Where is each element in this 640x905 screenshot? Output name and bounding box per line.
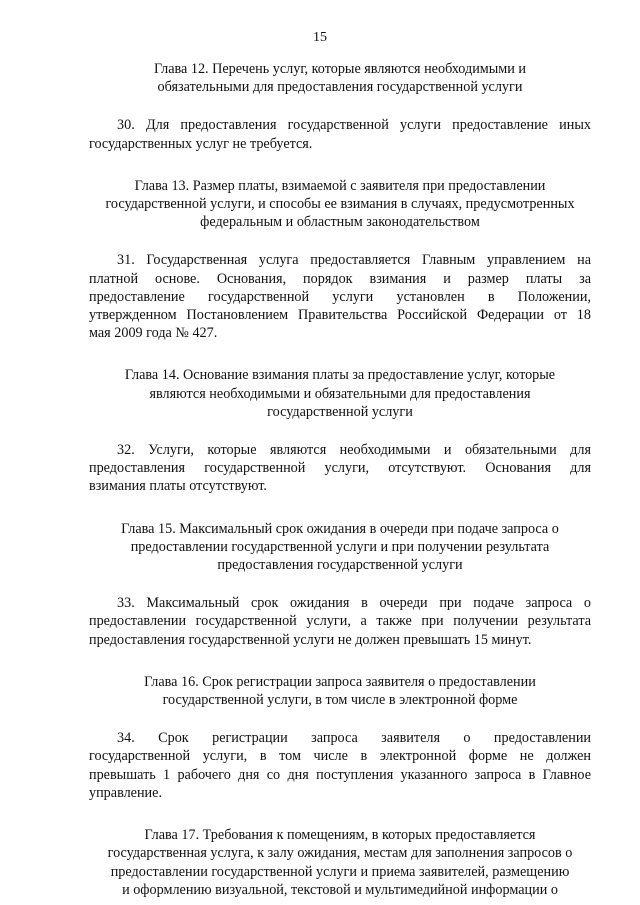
heading-line: Глава 17. Требования к помещениям, в которых предоставляется — [144, 827, 536, 844]
heading-line: предоставления государственной услуги — [217, 557, 463, 574]
heading-line: Глава 14. Основание взимания платы за предоставление услуг, которые — [124, 367, 556, 384]
heading-line: Глава 12. Перечень услуг, которые являются необходимыми и — [153, 61, 527, 77]
heading-line: и оформлению визуальной, текстовой и мультимедийной информации о — [122, 881, 558, 898]
paragraph-line: мая 2009 года № 427. — [89, 325, 218, 342]
heading-line: государственной услуги, и способы ее взимания в случаях, предусмотренных — [105, 196, 575, 213]
heading-line: предоставлении государственной услуги и приема заявителей, размещению — [110, 863, 570, 880]
paragraph-line: предоставление государственной услуги установлен в Положении, — [89, 288, 591, 305]
paragraph-line: превышать 1 рабочего дня со дня поступления указанного запроса в Главное — [89, 766, 591, 783]
heading-line: федеральным и областным законодательством — [200, 214, 480, 231]
paragraph-31 — [89, 251, 591, 342]
paragraph-line: платной основе. Основания, порядок взимания и размер платы за — [89, 270, 591, 287]
page-number: 15 — [313, 30, 327, 45]
heading-line: предоставлении государственной услуги и при получении результата — [130, 538, 550, 555]
heading-line: являются необходимыми и обязательными для предоставления — [149, 385, 531, 402]
paragraph-line: 34. Срок регистрации запроса заявителя о предоставлении — [117, 730, 591, 747]
paragraph-33 — [89, 594, 591, 649]
heading-line: государственная услуга, к залу ожидания, местам для заполнения запросов о — [107, 845, 573, 862]
paragraph-line: 32. Услуги, которые являются необходимыми и обязательными для — [117, 442, 591, 459]
heading-line: Глава 16. Срок регистрации запроса заявителя о предоставлении — [144, 673, 536, 690]
paragraph-34 — [89, 729, 591, 802]
heading-line: государственной услуги — [267, 403, 413, 420]
paragraph-line: государственной услуги, в том числе в электронной форме не должен — [89, 748, 591, 765]
chapter-16-heading — [89, 673, 591, 709]
paragraph-line: 33. Максимальный срок ожидания в очереди при подаче запроса о — [117, 595, 591, 612]
heading-line: Глава 13. Размер платы, взимаемой с заявителя при предоставлении — [134, 177, 546, 194]
chapter-12-heading — [89, 60, 591, 96]
heading-line: обязательными для предоставления государственной услуги — [157, 79, 523, 96]
paragraph-line: 31. Государственная услуга предоставляется Главным управлением на — [117, 252, 591, 269]
heading-line: государственной услуги, в том числе в электронной форме — [162, 692, 518, 709]
paragraph-line: государственных услуг не требуется. — [89, 135, 313, 152]
chapter-15-heading — [89, 520, 591, 575]
chapter-13-heading — [89, 177, 591, 232]
paragraph-line: предоставления государственной услуги не должен превышать 15 минут. — [89, 631, 532, 648]
document-body — [89, 60, 591, 899]
paragraph-line: управление. — [89, 784, 162, 801]
paragraph-32 — [89, 441, 591, 496]
chapter-17-heading — [89, 826, 591, 899]
paragraph-30 — [89, 116, 591, 152]
heading-line: Глава 15. Максимальный срок ожидания в очереди при подаче запроса о — [121, 520, 559, 537]
chapter-14-heading — [89, 366, 591, 421]
paragraph-line: предоставления государственной услуги, отсутствуют. Основания для — [89, 460, 591, 477]
paragraph-line: 30. Для предоставления государственной услуги предоставление иных — [117, 117, 591, 134]
paragraph-line: предоставлении государственной услуги, а также при получении результата — [89, 613, 591, 630]
paragraph-line: взимания платы отсутствуют. — [89, 478, 267, 495]
paragraph-line: утвержденном Постановлением Правительства Российской Федерации от 18 — [89, 307, 591, 324]
